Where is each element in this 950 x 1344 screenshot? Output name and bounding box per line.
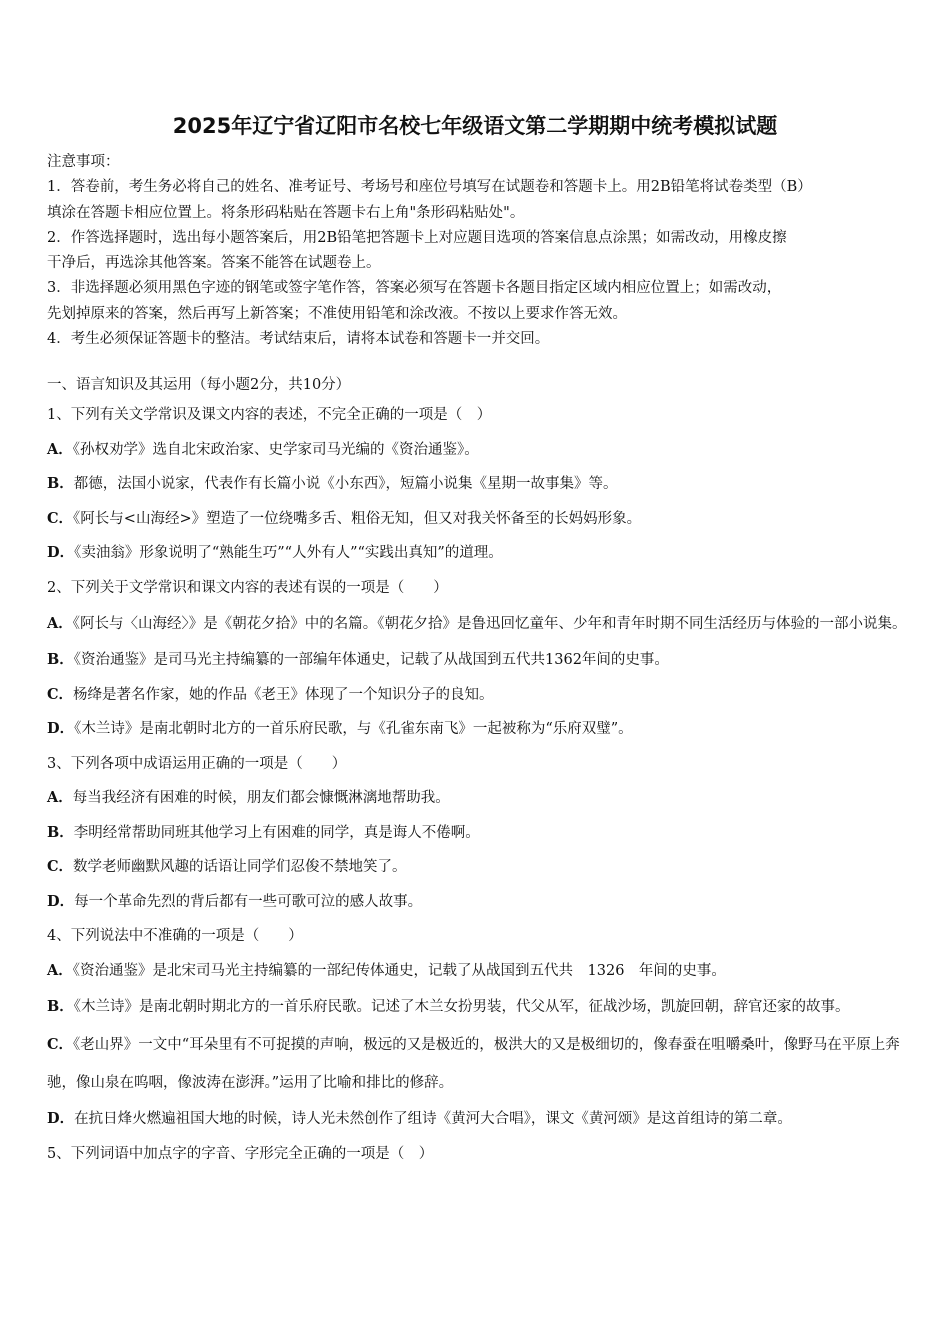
option-d	[47, 536, 909, 571]
option-b	[47, 816, 909, 851]
question-stem: 2、下列关于文学常识和课文内容的表述有误的一项是（ ）	[47, 579, 448, 596]
option-a	[47, 954, 909, 989]
notes-line: 3．非选择题必须用黑色字迹的钢笔或签字笔作答，答案必须写在答题卡各题目指定区域内相应位置上；如需改动，	[47, 280, 782, 297]
section-heading: 一、语言知识及其运用（每小题2分，共10分）	[47, 377, 351, 393]
option-text: 在抗日烽火燃遍祖国大地的时候，诗人光未然创作了组诗《黄河大合唱》，课文《黄河颂》是这首组诗的第二章。	[74, 1111, 792, 1127]
notes-line: 干净后，再选涂其他答案。答案不能答在试题卷上。	[47, 255, 381, 272]
option-d	[47, 1102, 909, 1137]
option-label: C．	[47, 1036, 74, 1053]
option-label: D．	[47, 544, 75, 561]
option-text: 《资治通鉴》是司马光主持编纂的一部编年体通史，记载了从战国到五代共1362年间的史事。	[73, 652, 669, 668]
option-label: B．	[47, 475, 74, 492]
option-label: B．	[47, 823, 74, 841]
option-a	[47, 781, 909, 816]
notes-line: 先划掉原来的答案，然后再写上新答案；不准使用铅笔和涂改液。不按以上要求作答无效。	[47, 305, 627, 322]
option-text: 每一个革命先烈的背后都有一些可歌可泣的感人故事。	[74, 893, 423, 910]
option-text: 《木兰诗》是南北朝时期北方的一首乐府民歌。记述了木兰女扮男装，代父从军，征战沙场，凯旋回朝，辞官还家的故事。	[73, 999, 850, 1015]
page-title: 2025年辽宁省辽阳市名校七年级语文第二学期期中统考模拟试题	[172, 114, 778, 138]
option-text: 《木兰诗》是南北朝时北方的一首乐府民歌，与《孔雀东南飞》一起被称为“乐府双璧”。	[74, 721, 633, 737]
option-c	[47, 1026, 909, 1102]
option-text: 《孙权劝学》选自北宋政治家、史学家司马光编的《资治通鉴》。	[72, 441, 479, 458]
question-stem: 3、下列各项中成语运用正确的一项是（ ）	[47, 755, 347, 772]
option-label: A．	[47, 615, 73, 632]
option-c	[47, 678, 909, 713]
option-label: D．	[47, 892, 75, 910]
option-label: A．	[47, 440, 73, 458]
option-a	[47, 605, 909, 643]
option-label: C．	[47, 685, 74, 703]
option-text: 李明经常帮助同班其他学习上有困难的同学，真是诲人不倦啊。	[73, 824, 480, 841]
question-stem: 5、下列词语中加点字的字音、字形完全正确的一项是（ ）	[47, 1145, 434, 1162]
option-label: D．	[47, 1110, 75, 1127]
option-label: A．	[47, 961, 73, 979]
option-text: 《资治通鉴》是北宋司马光主持编纂的一部纪传体通史，记载了从战国到五代共 1326 年间的史事。	[72, 962, 726, 979]
option-b	[47, 988, 909, 1026]
option-b	[47, 467, 909, 502]
option-text: 杨绛是著名作家，她的作品《老王》体现了一个知识分子的良知。	[73, 686, 494, 703]
option-text: 每当我经济有困难的时候，朋友们都会慷慨淋漓地帮助我。	[72, 790, 450, 806]
notes-line: 1．答卷前，考生务必将自己的姓名、准考证号、考场号和座位号填写在试题卷和答题卡上。用2B铅笔将试卷类型（B）	[47, 179, 812, 196]
question-stem: 4、下列说法中不准确的一项是（ ）	[47, 928, 303, 944]
option-c	[47, 502, 909, 537]
option-d	[47, 885, 909, 920]
option-text: 《卖油翁》形象说明了“熟能生巧”“人外有人”“实践出真知”的道理。	[74, 545, 503, 561]
option-label: D．	[47, 720, 75, 737]
option-d	[47, 712, 909, 747]
notes-heading: 注意事项：	[47, 154, 120, 170]
notes-line: 4．考生必须保证答题卡的整洁。考试结束后，请将本试卷和答题卡一并交回。	[47, 331, 550, 348]
option-label: B．	[47, 998, 74, 1015]
option-text: 数学老师幽默风趣的话语让同学们忍俊不禁地笑了。	[73, 859, 407, 875]
option-b	[47, 643, 909, 678]
option-text: 《阿长与<山海经>》塑造了一位绕嘴多舌、粗俗无知，但又对我关怀备至的长妈妈形象。	[73, 510, 642, 527]
notes-block	[47, 150, 907, 352]
option-label: B．	[47, 651, 74, 668]
questions-block	[47, 372, 909, 1171]
option-label: C．	[47, 858, 74, 875]
option-text: 都德，法国小说家，代表作有长篇小说《小东西》，短篇小说集《星期一故事集》等。	[73, 476, 618, 492]
option-label: C．	[47, 509, 74, 527]
option-label: A．	[47, 789, 73, 806]
option-text: 《老山界》一文中“耳朵里有不可捉摸的声响，极远的又是极近的，极洪大的又是极细切的，像春蚕在咀嚼桑叶，像野马在平原上奔驰，像山泉在呜咽，像波涛在澎湃。”运用了比喻和排比的修辞。	[47, 1037, 900, 1091]
notes-line: 2．作答选择题时，选出每小题答案后，用2B铅笔把答题卡上对应题目选项的答案信息点涂黑；如需改动，用橡皮擦	[47, 229, 787, 246]
option-a	[47, 433, 909, 468]
notes-line: 填涂在答题卡相应位置上。将条形码粘贴在答题卡右上角"条形码粘贴处"。	[47, 204, 525, 221]
option-c	[47, 850, 909, 885]
option-text: 《阿长与〈山海经〉》是《朝花夕拾》中的名篇。《朝花夕拾》是鲁迅回忆童年、少年和青年时期不同生活经历与体验的一部小说集。	[72, 616, 907, 632]
question-stem: 1、下列有关文学常识及课文内容的表述，不完全正确的一项是（ ）	[47, 407, 492, 423]
